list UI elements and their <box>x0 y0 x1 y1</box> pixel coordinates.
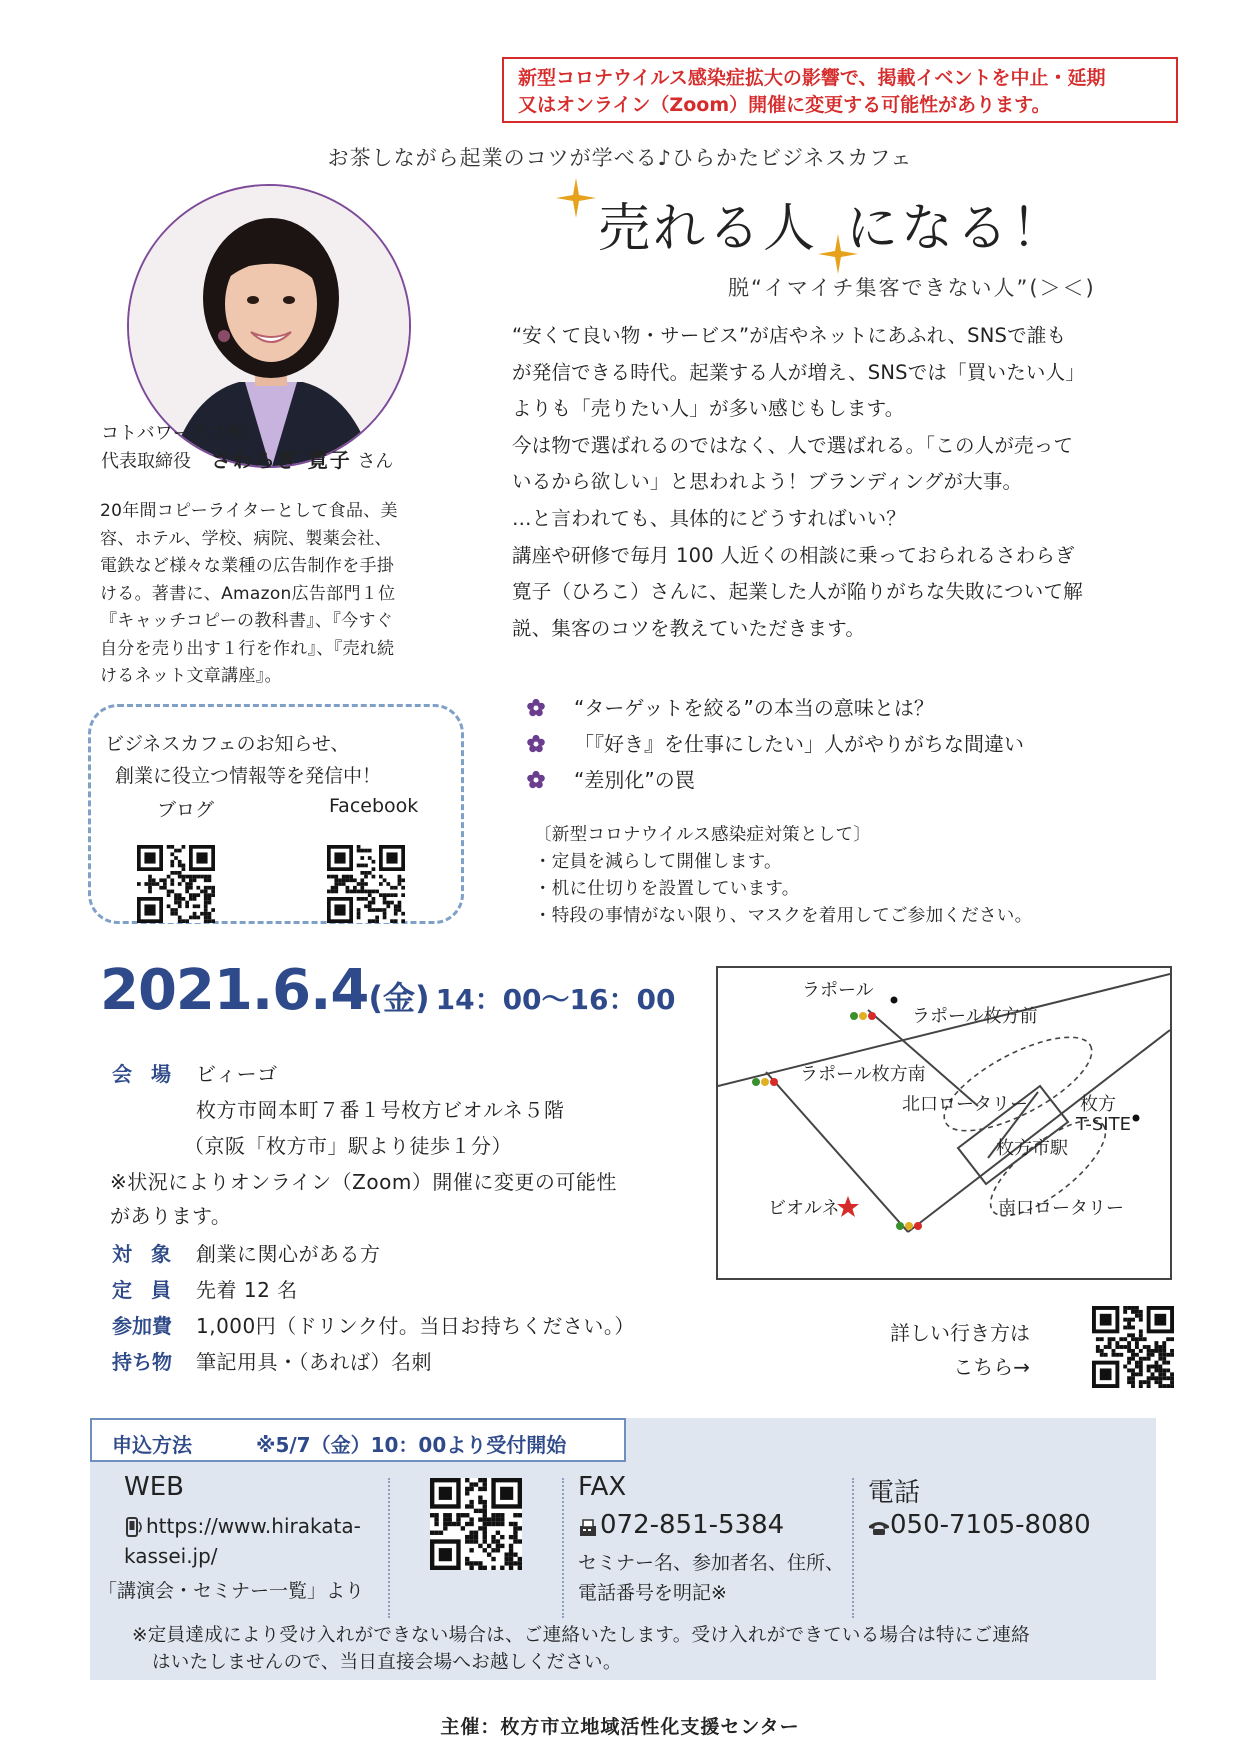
application-section <box>90 1418 1156 1680</box>
topic-list <box>526 690 1024 798</box>
guide-line-1: 詳しい行き方は <box>890 1321 1030 1345</box>
application-methods <box>90 1472 1156 1626</box>
flower-bullet-icon <box>526 734 546 754</box>
description-line: が発信できる時代。起業する人が増え、SNSでは「買いたい人」 <box>512 360 1086 384</box>
event-title <box>598 186 1066 261</box>
tel-method <box>854 1472 1154 1626</box>
fee-value: 1,000円（ドリンク付。当日お持ちください。） <box>196 1314 635 1338</box>
covid-heading: 〔新型コロナウイルス感染症対策として〕 <box>534 825 872 845</box>
venue-key: 会 場 <box>112 1062 177 1086</box>
web-url-line-2[interactable]: kassei.jp/ <box>124 1544 218 1568</box>
map-label-laport-minami: ラポール枚方南 <box>800 1064 926 1085</box>
traffic-light-icon <box>850 1012 876 1020</box>
covid-item: ・特段の事情がない限り、マスクを着用してご参加ください。 <box>534 906 1033 926</box>
bio-line: けるネット文章講座』。 <box>100 666 282 686</box>
speaker-info <box>101 420 393 475</box>
bio-line: 電鉄など様々な業種の広告制作を手掛 <box>100 556 395 576</box>
speaker-bio <box>100 498 462 691</box>
speaker-name-line <box>101 447 393 475</box>
topic-text: 「『好き』を仕事にしたい」人がやりがちな間違い <box>574 732 1024 756</box>
bring-value: 筆記用具・（あれば）名刺 <box>196 1350 432 1374</box>
telephone-icon <box>868 1520 890 1536</box>
laport-marker-icon <box>891 997 898 1004</box>
mobile-phone-icon <box>124 1516 146 1538</box>
map-label-laport: ラポール <box>802 980 874 1001</box>
title-part-2: になる！ <box>846 199 1067 259</box>
notice-line-1: 新型コロナウイルス感染症拡大の影響で、掲載イベントを中止・延期 <box>518 67 1106 89</box>
event-subtitle: お茶しながら起業のコツが学べる♪ひらかたビジネスカフェ <box>327 146 913 170</box>
event-time: 14：00～16：00 <box>435 983 676 1016</box>
blog-label: ブログ <box>157 799 215 821</box>
covid-notice-box <box>502 57 1178 123</box>
description-line: “安くて良い物・サービス”が店やネットにあふれ、SNSで誰も <box>512 324 1067 347</box>
map-label-station: 枚方市駅 <box>996 1138 1068 1159</box>
fax-number: 072-851-5384 <box>600 1510 785 1540</box>
description-line: 講座や研修で毎月 100 人近くの相談に乗っておられるさわらぎ <box>512 543 1075 567</box>
capacity-value: 先着 12 名 <box>196 1278 298 1302</box>
sns-line-1: ビジネスカフェのお知らせ、 <box>105 733 350 755</box>
directions-guide <box>890 1316 1030 1384</box>
bio-line: 自分を売り出す１行を作れ』、『売れ続 <box>100 638 395 659</box>
sparkle-icon <box>556 178 596 218</box>
traffic-light-icon <box>896 1222 922 1230</box>
application-note-line-1: ※定員達成により受け入れができない場合は、ご連絡いたします。受け入れができている場合は特にご連絡 <box>132 1625 1030 1646</box>
biorne-star-icon <box>837 1196 859 1217</box>
venue-access: （京阪「枚方市」駅より徒歩１分） <box>184 1134 512 1158</box>
map-label-biorne: ビオルネ <box>768 1198 840 1219</box>
traffic-light-icon <box>752 1078 778 1086</box>
application-header <box>90 1418 626 1462</box>
guide-line-2: こちら→ <box>953 1355 1030 1379</box>
fax-method <box>564 1472 854 1626</box>
topic-item <box>526 762 1024 798</box>
event-datetime <box>100 958 675 1023</box>
directions-qr-code[interactable] <box>1092 1306 1174 1388</box>
bio-line: ける。著書に、Amazon広告部門１位 <box>100 583 396 604</box>
map-label-tsite-2: T-SITE <box>1076 1114 1131 1135</box>
online-note-2: があります。 <box>110 1204 232 1228</box>
event-host: 主催：枚方市立地域活性化支援センター <box>440 1716 800 1738</box>
description-line: よりも「売りたい人」が多い感じもします。 <box>512 397 905 421</box>
column-divider <box>388 1478 390 1618</box>
fee-key: 参加費 <box>112 1314 172 1338</box>
venue-address: 枚方市岡本町７番１号枚方ビオルネ５階 <box>196 1098 565 1122</box>
application-heading: 申込方法 <box>112 1433 192 1457</box>
covid-item: ・定員を減らして開催します。 <box>534 852 782 872</box>
description-line: 寛子（ひろこ）さんに、起業した人が陥りがちな失敗について解 <box>512 580 1083 604</box>
speaker-name: さわらぎ 寛子 <box>210 448 352 472</box>
bio-line: 『キャッチコピーの教科書』、『今すぐ <box>100 611 394 631</box>
description-line: 説、集客のコツを教えていただきます。 <box>512 616 866 640</box>
topic-text: “ターゲットを絞る”の本当の意味とは？ <box>574 696 934 720</box>
description-line: 今は物で選ばれるのではなく、人で選ばれる。「この人が売って <box>512 433 1074 457</box>
flower-bullet-icon <box>526 770 546 790</box>
bio-line: 20年間コピーライターとして食品、美 <box>100 501 398 521</box>
tsite-marker-icon <box>1133 1115 1140 1122</box>
speaker-company: コトバワークス㈱ <box>101 423 245 444</box>
sns-info-box <box>88 704 464 924</box>
web-path: 「講演会・セミナー一覧」より <box>98 1580 365 1602</box>
event-date: 2021.6.4 <box>100 958 369 1023</box>
fax-note-2: 電話番号を明記※ <box>578 1582 727 1604</box>
bio-line: 容、ホテル、学校、病院、製薬会社、 <box>100 528 392 549</box>
map-label-laport-mae: ラポール枚方前 <box>912 1006 1038 1027</box>
facebook-qr-code[interactable] <box>327 845 405 923</box>
application-note-line-2: はいたしませんので、当日直接会場へお越しください。 <box>152 1652 622 1673</box>
application-qr-code[interactable] <box>430 1478 522 1570</box>
event-description <box>512 318 1172 647</box>
application-start-note: ※5/7（金）10：00より受付開始 <box>256 1433 567 1457</box>
notice-line-2: 又はオンライン（Zoom）開催に変更する可能性があります。 <box>518 94 1051 116</box>
topic-item <box>526 690 1024 726</box>
description-line: …と言われても、具体的にどうすればいい？ <box>512 506 907 530</box>
web-url-line-1[interactable]: https://www.hirakata- <box>146 1514 361 1538</box>
target-value: 創業に関心がある方 <box>196 1242 381 1266</box>
online-note-1: ※状況によりオンライン（Zoom）開催に変更の可能性 <box>110 1170 617 1194</box>
tel-label: 電話 <box>868 1478 921 1508</box>
speaker-role: 代表取締役 <box>101 451 191 472</box>
application-note <box>132 1622 1030 1676</box>
title-part-1: 売れる人 <box>598 199 819 259</box>
facebook-label: Facebook <box>329 795 419 817</box>
web-method <box>90 1472 390 1626</box>
fax-label: FAX <box>578 1472 627 1502</box>
tel-number: 050-7105-8080 <box>890 1510 1091 1540</box>
sns-line-2: 創業に役立つ情報等を発信中！ <box>115 765 382 787</box>
blog-qr-code[interactable] <box>137 845 215 923</box>
description-line: いるから欲しい」と思われよう！ブランディングが大事。 <box>512 470 1023 494</box>
flower-bullet-icon <box>526 698 546 718</box>
map-label-south-rotary: 南口ロータリー <box>998 1198 1124 1219</box>
covid-item: ・机に仕切りを設置しています。 <box>534 879 800 899</box>
bring-key: 持ち物 <box>112 1350 172 1374</box>
capacity-key: 定 員 <box>112 1278 177 1302</box>
target-key: 対 象 <box>112 1242 177 1266</box>
event-weekday: (金) <box>368 979 430 1017</box>
access-map <box>716 966 1172 1280</box>
fax-note-1: セミナー名、参加者名、住所、 <box>578 1552 845 1574</box>
topic-text: “差別化”の罠 <box>574 768 695 792</box>
event-tagline: 脱“イマイチ集客できない人”(＞＜) <box>728 276 1096 300</box>
covid-measures <box>534 822 1032 930</box>
map-label-tsite-1: 枚方 <box>1080 1094 1116 1115</box>
fax-icon <box>578 1518 598 1538</box>
topic-item <box>526 726 1024 762</box>
map-label-north-rotary: 北口ロータリー <box>902 1094 1028 1115</box>
speaker-honorific: さん <box>357 451 394 472</box>
venue-value: ビィーゴ <box>196 1062 278 1086</box>
web-label: WEB <box>124 1472 184 1502</box>
